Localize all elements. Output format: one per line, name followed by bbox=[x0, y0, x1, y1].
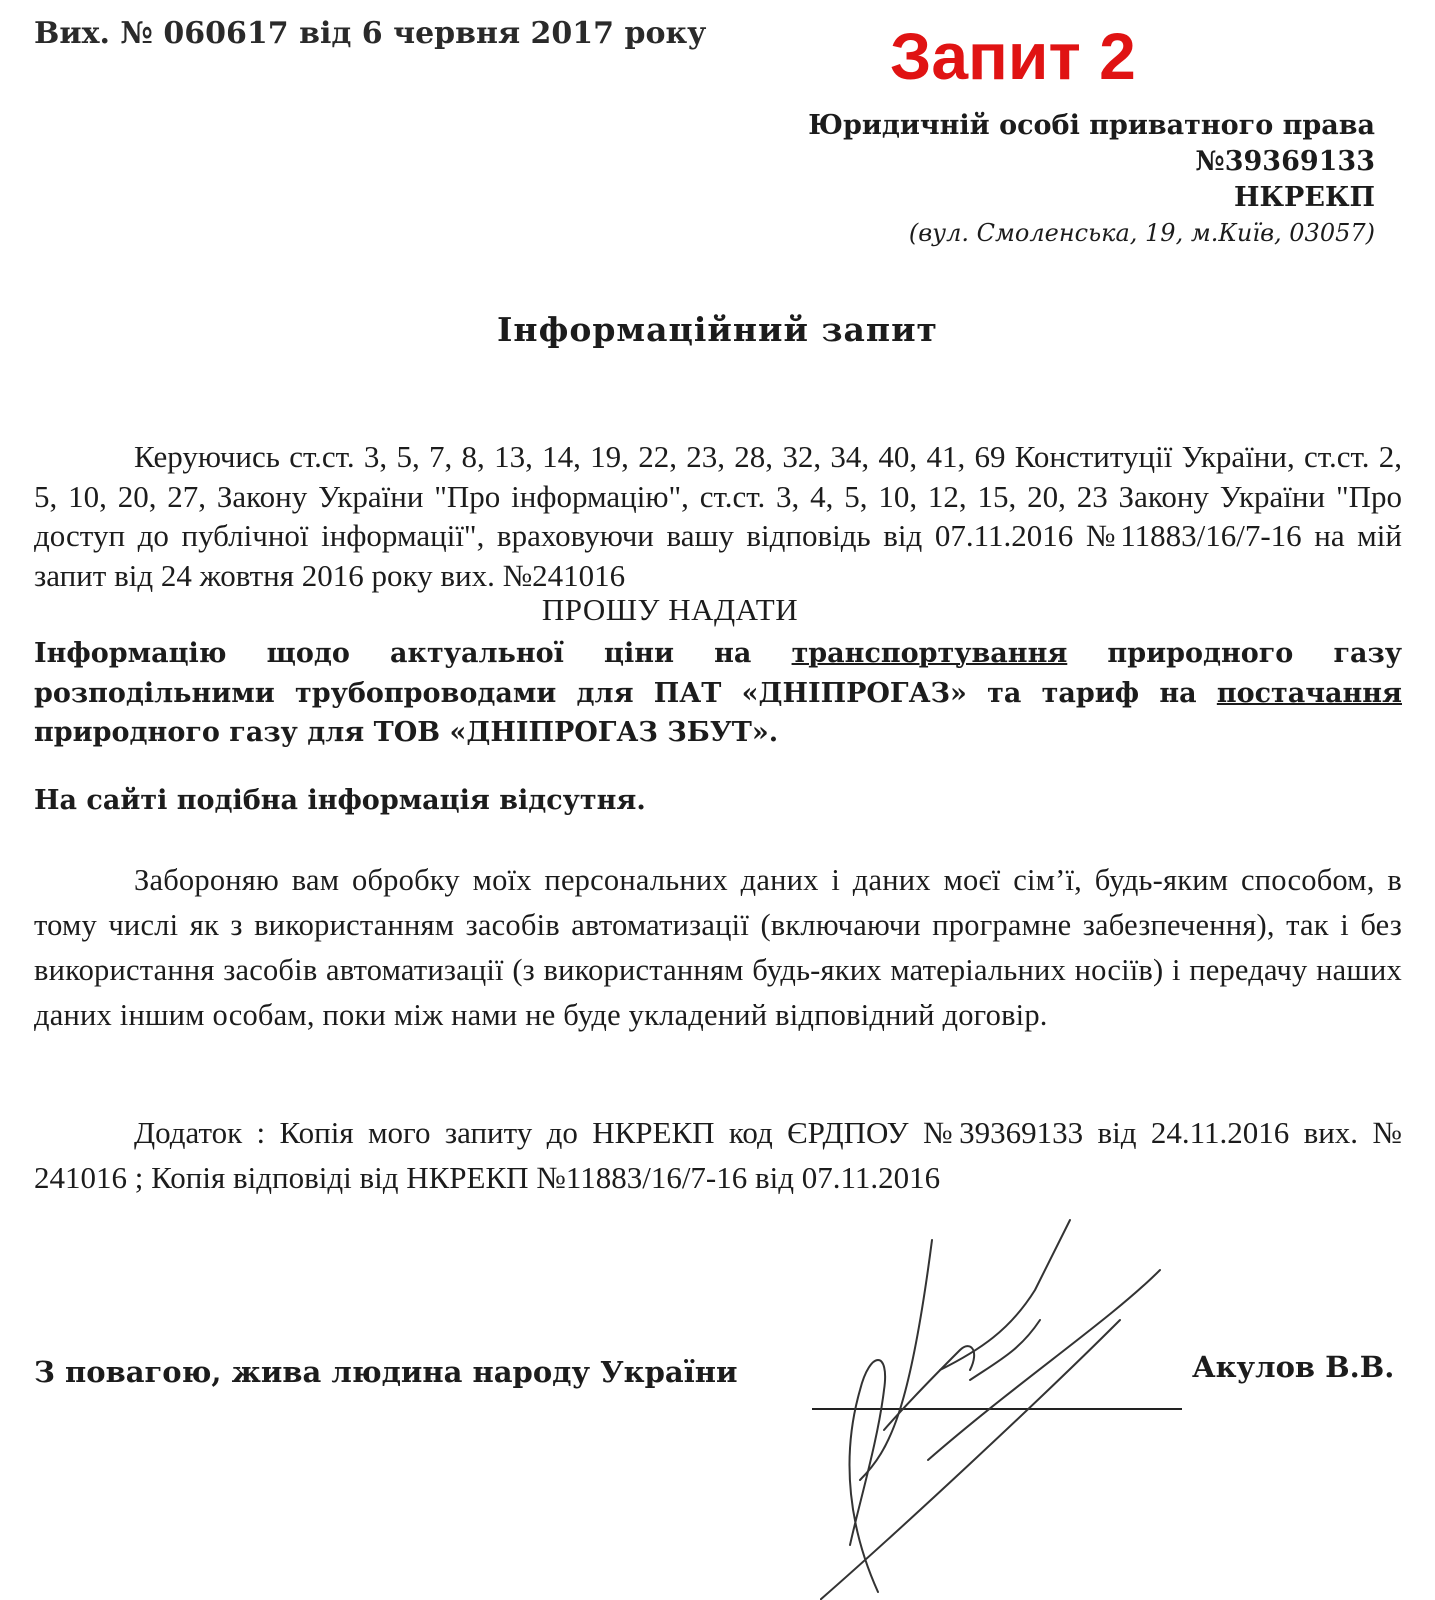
request-body bbox=[34, 634, 1402, 753]
request-underline-transport: транспортування bbox=[791, 638, 1068, 669]
request-heading: ПРОШУ НАДАТИ bbox=[541, 592, 799, 627]
recipient-block bbox=[655, 108, 1375, 250]
recipient-address: (вул. Смоленська, 19, м.Київ, 03057) bbox=[908, 219, 1375, 247]
signature-graphic bbox=[820, 1200, 1220, 1600]
data-processing-paragraph: Забороняю вам обробку моїх персональних даних і даних моєї сім’ї, будь-яким способом, в тому числі як з використанням засобів автоматизації (включаючи програмне забезпечення), так і без використання засобів автоматизації (з використанням будь-яких матеріальних носіїв) і передачу наших даних іншим особам, поки між нами не буде укладений відповідний договір. bbox=[34, 863, 1402, 1032]
legal-basis-paragraph: Керуючись ст.ст. 3, 5, 7, 8, 13, 14, 19, 22, 23, 28, 32, 34, 40, 41, 69 Конституції України, ст.ст. 2, 5, 10, 20, 27, Закону України "Про інформацію", ст.ст. 3, 4, 5, 10, 12, 15, 20, 23 Закону України "Про доступ до публічної інформації", враховуючи вашу відповідь від 07.11.2016 №11883/16/7-16 на мій запит від 24 жовтня 2016 року вих. №241016 bbox=[34, 439, 1402, 593]
attachment-paragraph: Додаток : Копія мого запиту до НКРЕКП код ЄРДПОУ №39369133 від 24.11.2016 вих. № 241016 ; Копія відповіді від НКРЕКП №11883/16/7-16 від 07.11.2016 bbox=[34, 1115, 1402, 1195]
request-stamp: Запит 2 bbox=[890, 19, 1136, 93]
request-text-3: природного газу для ТОВ «ДНІПРОГАЗ ЗБУТ». bbox=[34, 717, 779, 748]
recipient-name: Юридичній особі приватного права №39369133 bbox=[808, 110, 1375, 177]
document-title: Інформаційний запит bbox=[497, 310, 938, 349]
request-text-2: природного газу розподільними трубопроводами для ПАТ «ДНІПРОГАЗ» та тариф на bbox=[34, 638, 1403, 709]
request-text-1: Інформацію щодо актуальної ціни на bbox=[34, 638, 792, 669]
outgoing-number: Вих. № 060617 від 6 червня 2017 року bbox=[34, 16, 707, 51]
request-underline-supply: постачання bbox=[1216, 677, 1402, 709]
closing-line: З повагою, жива людина народу України bbox=[34, 1355, 738, 1389]
missing-info-note: На сайті подібна інформація відсутня. bbox=[34, 785, 646, 816]
recipient-abbr: НКРЕКП bbox=[1233, 182, 1375, 213]
signer-name: Акулов В.В. bbox=[1192, 1350, 1395, 1384]
